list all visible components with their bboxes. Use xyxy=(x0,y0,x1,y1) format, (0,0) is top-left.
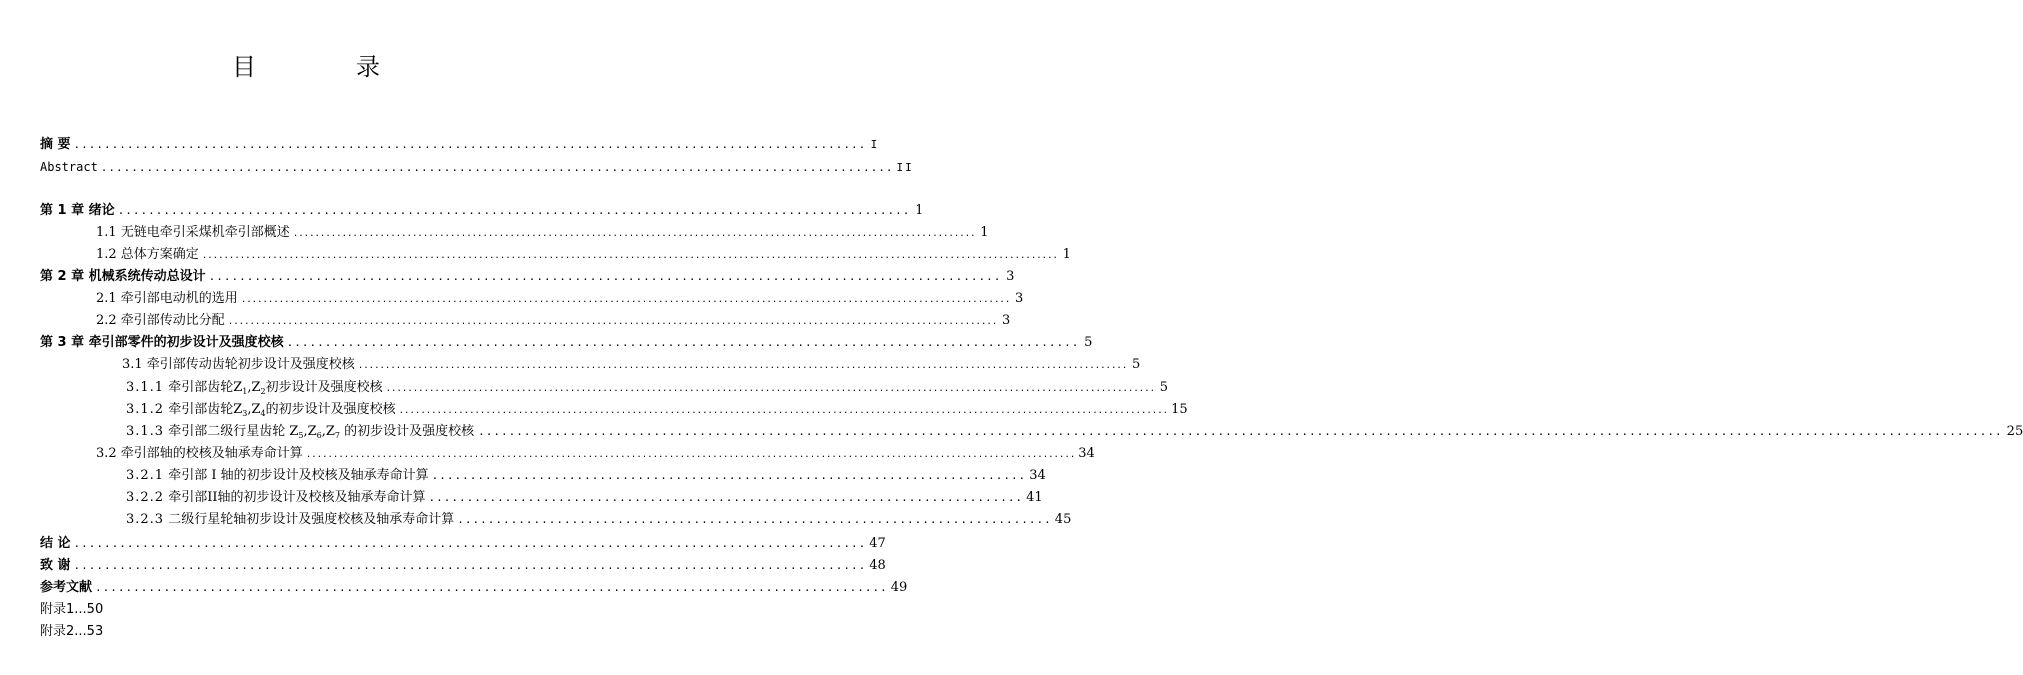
subscript: 2 xyxy=(260,387,266,396)
toc-text: ,Z xyxy=(247,402,261,417)
dot-leader: .............................................................................................................................................. xyxy=(398,406,1169,416)
toc-label: 致 谢 xyxy=(40,558,71,573)
toc-page: 3 xyxy=(1001,313,1011,328)
toc-text: ,Z xyxy=(247,380,261,395)
toc-subsection-3-2-2[interactable] xyxy=(126,488,1043,508)
toc-label: 摘 要 xyxy=(40,137,71,152)
toc-label xyxy=(126,422,474,443)
toc-label xyxy=(126,488,426,508)
subscript: 6 xyxy=(316,431,322,440)
toc-label: 3.2 牵引部轴的校核及轴承寿命计算 xyxy=(96,446,303,461)
toc-page: 1 xyxy=(980,225,989,240)
toc-text: 牵引部齿轮Z xyxy=(168,402,243,417)
toc-label: 结 论 xyxy=(40,536,71,551)
dot-leader: .............................................................................................................................................. xyxy=(305,450,1076,460)
toc-label: 2.1 牵引部电动机的选用 xyxy=(96,291,238,306)
toc-chapter-1[interactable] xyxy=(40,201,924,221)
toc-number: 3.2.3 xyxy=(126,512,165,527)
subscript: 7 xyxy=(334,431,341,440)
toc-page: 1 xyxy=(1062,247,1071,262)
toc-entry-conclusion[interactable] xyxy=(40,534,886,554)
dot-leader: ........................................................................................................................................................................................................ xyxy=(478,425,2003,438)
toc-section-1-1[interactable] xyxy=(96,223,989,243)
subscript: 5 xyxy=(298,431,304,440)
dot-leader: ........................................................................................................ xyxy=(73,559,867,572)
toc-page: 5 xyxy=(1084,335,1093,350)
subscript: 4 xyxy=(260,409,266,418)
toc-section-2-2[interactable] xyxy=(96,311,1011,331)
dot-leader: ........................................................................................................ xyxy=(95,581,888,594)
toc-page: 3 xyxy=(1006,269,1015,284)
dot-leader: ........................................................................................................ xyxy=(117,204,911,217)
toc-entry-references[interactable] xyxy=(40,578,908,598)
toc-number: 3.1.3 xyxy=(126,424,165,439)
toc-label: 2.2 牵引部传动比分配 xyxy=(96,313,225,328)
toc-text: 初步设计及强度校核 xyxy=(265,380,383,395)
page-title: 目 录 xyxy=(232,53,418,81)
toc-entry-appendix-1[interactable]: 附录1...50 xyxy=(40,602,104,617)
toc-entry-appendix-2[interactable]: 附录2...53 xyxy=(40,624,104,639)
toc-text: ,Z xyxy=(321,424,335,439)
subscript: 1 xyxy=(242,387,248,396)
dot-leader: .............................................................................................................................................. xyxy=(227,317,998,327)
toc-text: 二级行星轮轴初步设计及强度校核及轴承寿命计算 xyxy=(168,512,455,527)
toc-number: 3.1.2 xyxy=(126,402,165,417)
toc-page: 15 xyxy=(1171,402,1188,417)
toc-section-2-1[interactable] xyxy=(96,289,1024,309)
dot-leader: .............................................................................................................................................. xyxy=(357,361,1128,371)
toc-text: 牵引部 I 轴的初步设计及校核及轴承寿命计算 xyxy=(168,468,429,483)
toc-page: II xyxy=(896,161,914,174)
toc-page: 5 xyxy=(1159,380,1169,395)
toc-label xyxy=(126,378,383,399)
toc-page: 47 xyxy=(869,536,886,551)
subscript: 3 xyxy=(242,409,248,418)
toc-section-3-2[interactable] xyxy=(96,444,1095,464)
toc-label: Abstract xyxy=(40,160,98,174)
dot-leader: .............................................................................. xyxy=(428,491,1024,504)
toc-label: 3.1 牵引部传动齿轮初步设计及强度校核 xyxy=(122,357,355,372)
dot-leader: .............................................................................. xyxy=(431,469,1027,482)
toc-chapter-2[interactable] xyxy=(40,267,1015,287)
toc-entry-abstract-en[interactable] xyxy=(40,157,914,177)
toc-subsection-3-1-2[interactable] xyxy=(126,400,1188,420)
dot-leader: ........................................................................................................ xyxy=(73,537,867,550)
toc-subsection-3-1-1[interactable] xyxy=(126,378,1169,398)
toc-number: 3.1.1 xyxy=(126,380,165,395)
toc-page: 1 xyxy=(915,203,924,218)
toc-page: 34 xyxy=(1078,446,1095,461)
toc-entry-acknowledgement[interactable] xyxy=(40,556,886,576)
toc-label: 第 2 章 机械系统传动总设计 xyxy=(40,269,206,284)
dot-leader: ........................................................................................................ xyxy=(286,336,1080,349)
toc-text: 牵引部II轴的初步设计及校核及轴承寿命计算 xyxy=(168,490,426,505)
toc-page: 3 xyxy=(1014,291,1024,306)
toc-number: 3.2.1 xyxy=(126,468,165,483)
toc-label: 参考文献 xyxy=(40,580,93,595)
toc-label xyxy=(126,466,429,486)
toc-label: 1.2 总体方案确定 xyxy=(96,247,199,262)
dot-leader: ........................................................................................................ xyxy=(73,138,867,151)
toc-page: 25 xyxy=(2006,424,2023,439)
toc-label xyxy=(126,400,396,421)
toc-label: 第 3 章 牵引部零件的初步设计及强度校核 xyxy=(40,335,284,350)
toc-section-1-2[interactable] xyxy=(96,245,1071,265)
toc-text: 的初步设计及强度校核 xyxy=(340,424,475,439)
toc-text: 牵引部二级行星齿轮 Z xyxy=(168,424,299,439)
toc-number: 3.2.2 xyxy=(126,490,165,505)
toc-page: 49 xyxy=(890,580,908,595)
dot-leader: ........................................................................................................ xyxy=(100,161,894,174)
toc-page: 48 xyxy=(869,558,886,573)
toc-page: I xyxy=(870,138,880,151)
toc-chapter-3[interactable] xyxy=(40,333,1093,353)
toc-subsection-3-1-3[interactable] xyxy=(126,422,2023,442)
toc-entry-abstract-cn[interactable] xyxy=(40,135,880,155)
toc-label: 1.1 无链电牵引采煤机牵引部概述 xyxy=(96,225,290,240)
toc-label: 第 1 章 绪论 xyxy=(40,203,115,218)
toc-text: 的初步设计及强度校核 xyxy=(265,402,396,417)
toc-text: ,Z xyxy=(303,424,317,439)
dot-leader: .............................................................................................................................................................. xyxy=(201,251,1058,261)
dot-leader: ........................................................................................................ xyxy=(208,270,1002,283)
dot-leader: .............................................................................................................................. xyxy=(292,229,976,239)
toc-page: 34 xyxy=(1029,468,1046,483)
toc-label xyxy=(126,510,454,530)
toc-page: 5 xyxy=(1131,357,1141,372)
toc-subsection-3-2-3[interactable] xyxy=(126,510,1072,530)
dot-leader: .............................................................................. xyxy=(457,513,1052,526)
dot-leader: .............................................................................................................................................. xyxy=(385,384,1156,394)
toc-subsection-3-2-1[interactable] xyxy=(126,466,1046,486)
toc-text: 牵引部齿轮Z xyxy=(168,380,243,395)
toc-section-3-1[interactable] xyxy=(122,355,1141,375)
toc-page: 45 xyxy=(1054,512,1072,527)
dot-leader: .............................................................................................................................................. xyxy=(240,295,1011,305)
toc-page: 41 xyxy=(1026,490,1043,505)
